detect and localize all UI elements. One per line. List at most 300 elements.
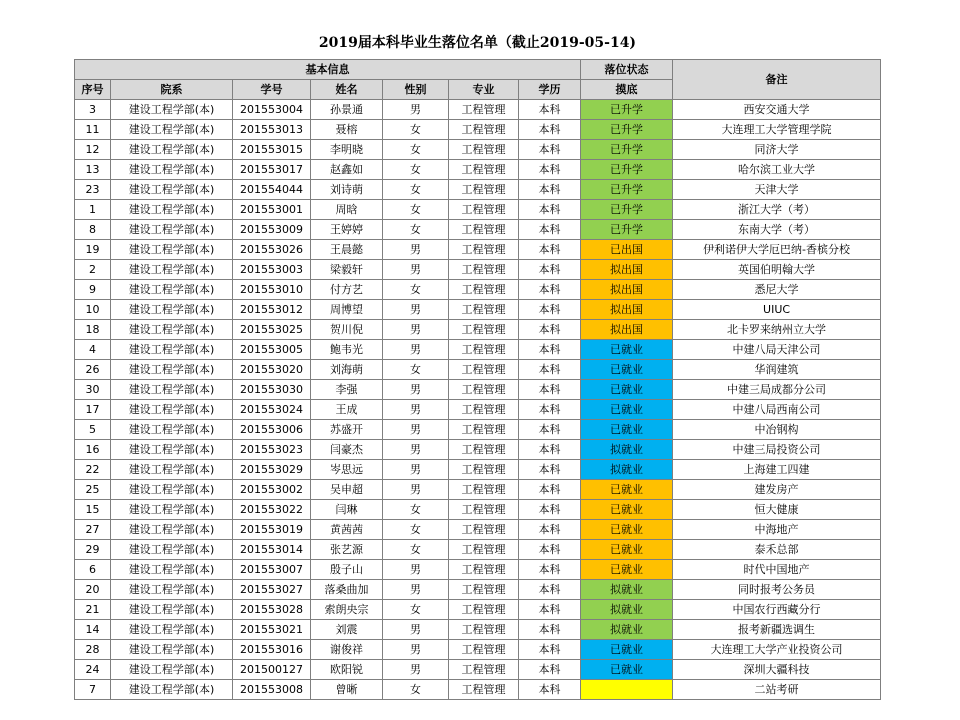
- cell-gender: 男: [383, 340, 449, 360]
- cell-degree: 本科: [519, 340, 581, 360]
- cell-name: 刘震: [311, 620, 383, 640]
- cell-dept: 建设工程学部(本): [111, 360, 233, 380]
- cell-name: 李强: [311, 380, 383, 400]
- cell-dept: 建设工程学部(本): [111, 440, 233, 460]
- cell-dept: 建设工程学部(本): [111, 400, 233, 420]
- header-degree: 学历: [519, 80, 581, 100]
- cell-remark: 上海建工四建: [673, 460, 881, 480]
- cell-gender: 男: [383, 440, 449, 460]
- cell-major: 工程管理: [449, 380, 519, 400]
- cell-student-id: 201553025: [233, 320, 311, 340]
- cell-student-id: 201553014: [233, 540, 311, 560]
- cell-status: 已升学: [581, 160, 673, 180]
- cell-seq: 20: [75, 580, 111, 600]
- cell-name: 李明晓: [311, 140, 383, 160]
- cell-major: 工程管理: [449, 360, 519, 380]
- cell-degree: 本科: [519, 120, 581, 140]
- table-row: [75, 180, 881, 200]
- table-row: [75, 140, 881, 160]
- cell-major: 工程管理: [449, 400, 519, 420]
- table-row: [75, 620, 881, 640]
- cell-gender: 男: [383, 380, 449, 400]
- header-dept: 院系: [111, 80, 233, 100]
- cell-student-id: 201553002: [233, 480, 311, 500]
- cell-remark: 英国伯明翰大学: [673, 260, 881, 280]
- cell-gender: 男: [383, 560, 449, 580]
- cell-major: 工程管理: [449, 340, 519, 360]
- cell-remark: 伊利诺伊大学厄巴纳-香槟分校: [673, 240, 881, 260]
- cell-name: 梁毅轩: [311, 260, 383, 280]
- cell-name: 欧阳锐: [311, 660, 383, 680]
- cell-degree: 本科: [519, 140, 581, 160]
- cell-remark: 中建三局成都分公司: [673, 380, 881, 400]
- table-row: [75, 400, 881, 420]
- cell-major: 工程管理: [449, 680, 519, 700]
- table-row: [75, 440, 881, 460]
- cell-status: 拟出国: [581, 320, 673, 340]
- cell-name: 岑思远: [311, 460, 383, 480]
- cell-student-id: 201553030: [233, 380, 311, 400]
- cell-degree: 本科: [519, 420, 581, 440]
- cell-degree: 本科: [519, 560, 581, 580]
- cell-remark: 中建三局投资公司: [673, 440, 881, 460]
- cell-degree: 本科: [519, 680, 581, 700]
- cell-gender: 女: [383, 540, 449, 560]
- cell-seq: 17: [75, 400, 111, 420]
- cell-status: 已就业: [581, 520, 673, 540]
- table-row: [75, 380, 881, 400]
- cell-student-id: 201553013: [233, 120, 311, 140]
- cell-major: 工程管理: [449, 500, 519, 520]
- cell-student-id: 201553001: [233, 200, 311, 220]
- header-basic-info: 基本信息: [75, 60, 581, 80]
- cell-seq: 4: [75, 340, 111, 360]
- cell-major: 工程管理: [449, 540, 519, 560]
- cell-dept: 建设工程学部(本): [111, 460, 233, 480]
- cell-dept: 建设工程学部(本): [111, 420, 233, 440]
- cell-remark: 时代中国地产: [673, 560, 881, 580]
- cell-major: 工程管理: [449, 600, 519, 620]
- cell-degree: 本科: [519, 300, 581, 320]
- cell-degree: 本科: [519, 260, 581, 280]
- cell-status: 已出国: [581, 240, 673, 260]
- cell-remark: 中海地产: [673, 520, 881, 540]
- cell-major: 工程管理: [449, 460, 519, 480]
- cell-major: 工程管理: [449, 240, 519, 260]
- cell-remark: 大连理工大学管理学院: [673, 120, 881, 140]
- cell-degree: 本科: [519, 480, 581, 500]
- cell-dept: 建设工程学部(本): [111, 140, 233, 160]
- header-status: 落位状态: [581, 60, 673, 80]
- cell-seq: 21: [75, 600, 111, 620]
- cell-dept: 建设工程学部(本): [111, 300, 233, 320]
- cell-gender: 男: [383, 620, 449, 640]
- cell-status: 拟出国: [581, 300, 673, 320]
- cell-student-id: 201553023: [233, 440, 311, 460]
- cell-gender: 男: [383, 480, 449, 500]
- table-row: [75, 340, 881, 360]
- cell-gender: 女: [383, 280, 449, 300]
- cell-student-id: 201553028: [233, 600, 311, 620]
- cell-name: 王婷婷: [311, 220, 383, 240]
- cell-student-id: 201553007: [233, 560, 311, 580]
- cell-remark: 中国农行西藏分行: [673, 600, 881, 620]
- cell-student-id: 201553005: [233, 340, 311, 360]
- cell-student-id: 201553015: [233, 140, 311, 160]
- cell-status: 拟就业: [581, 600, 673, 620]
- table-row: [75, 220, 881, 240]
- cell-seq: 5: [75, 420, 111, 440]
- cell-degree: 本科: [519, 520, 581, 540]
- table-row: [75, 580, 881, 600]
- cell-gender: 女: [383, 200, 449, 220]
- cell-name: 张艺源: [311, 540, 383, 560]
- header-major: 专业: [449, 80, 519, 100]
- cell-degree: 本科: [519, 280, 581, 300]
- cell-remark: 华润建筑: [673, 360, 881, 380]
- cell-gender: 女: [383, 500, 449, 520]
- cell-remark: 建发房产: [673, 480, 881, 500]
- table-row: [75, 500, 881, 520]
- table-row: [75, 420, 881, 440]
- cell-gender: 女: [383, 520, 449, 540]
- cell-student-id: 201553010: [233, 280, 311, 300]
- table-row: [75, 260, 881, 280]
- cell-seq: 22: [75, 460, 111, 480]
- cell-status: 已升学: [581, 140, 673, 160]
- table-row: [75, 240, 881, 260]
- graduate-table: [74, 59, 881, 700]
- cell-name: 孙景通: [311, 100, 383, 120]
- cell-degree: 本科: [519, 500, 581, 520]
- header-name: 姓名: [311, 80, 383, 100]
- cell-degree: 本科: [519, 660, 581, 680]
- cell-major: 工程管理: [449, 300, 519, 320]
- cell-gender: 男: [383, 580, 449, 600]
- cell-major: 工程管理: [449, 420, 519, 440]
- cell-degree: 本科: [519, 380, 581, 400]
- cell-status: 已升学: [581, 180, 673, 200]
- cell-gender: 男: [383, 660, 449, 680]
- cell-seq: 16: [75, 440, 111, 460]
- cell-remark: 泰禾总部: [673, 540, 881, 560]
- cell-name: 谢俊祥: [311, 640, 383, 660]
- cell-dept: 建设工程学部(本): [111, 600, 233, 620]
- cell-seq: 25: [75, 480, 111, 500]
- cell-remark: 中建八局西南公司: [673, 400, 881, 420]
- cell-major: 工程管理: [449, 140, 519, 160]
- cell-gender: 男: [383, 260, 449, 280]
- cell-major: 工程管理: [449, 280, 519, 300]
- cell-status: 已就业: [581, 360, 673, 380]
- cell-name: 贺川倪: [311, 320, 383, 340]
- table-row: [75, 200, 881, 220]
- cell-name: 吴申超: [311, 480, 383, 500]
- cell-name: 苏盛开: [311, 420, 383, 440]
- cell-name: 付方艺: [311, 280, 383, 300]
- cell-dept: 建设工程学部(本): [111, 280, 233, 300]
- cell-gender: 女: [383, 180, 449, 200]
- cell-status: 已升学: [581, 220, 673, 240]
- cell-remark: 北卡罗来纳州立大学: [673, 320, 881, 340]
- cell-remark: 东南大学（考）: [673, 220, 881, 240]
- cell-dept: 建设工程学部(本): [111, 660, 233, 680]
- cell-status: 已就业: [581, 500, 673, 520]
- cell-seq: 27: [75, 520, 111, 540]
- cell-seq: 28: [75, 640, 111, 660]
- cell-degree: 本科: [519, 620, 581, 640]
- cell-student-id: 201553008: [233, 680, 311, 700]
- cell-name: 赵鑫如: [311, 160, 383, 180]
- header-student-id: 学号: [233, 80, 311, 100]
- cell-status: 拟就业: [581, 580, 673, 600]
- cell-name: 王成: [311, 400, 383, 420]
- table-row: [75, 480, 881, 500]
- table-row: [75, 160, 881, 180]
- cell-dept: 建设工程学部(本): [111, 100, 233, 120]
- cell-seq: 7: [75, 680, 111, 700]
- table-row: [75, 540, 881, 560]
- table-row: [75, 640, 881, 660]
- cell-status: 已就业: [581, 340, 673, 360]
- cell-remark: 同时报考公务员: [673, 580, 881, 600]
- cell-status: 已就业: [581, 480, 673, 500]
- cell-degree: 本科: [519, 600, 581, 620]
- cell-dept: 建设工程学部(本): [111, 560, 233, 580]
- cell-major: 工程管理: [449, 100, 519, 120]
- cell-name: 刘海萌: [311, 360, 383, 380]
- cell-name: 殷子山: [311, 560, 383, 580]
- header-status-sub: 摸底: [581, 80, 673, 100]
- table-row: [75, 120, 881, 140]
- cell-status: 已升学: [581, 120, 673, 140]
- cell-dept: 建设工程学部(本): [111, 120, 233, 140]
- cell-gender: 男: [383, 460, 449, 480]
- cell-remark: 恒大健康: [673, 500, 881, 520]
- cell-remark: UIUC: [673, 300, 881, 320]
- cell-student-id: 201553016: [233, 640, 311, 660]
- cell-degree: 本科: [519, 100, 581, 120]
- cell-seq: 14: [75, 620, 111, 640]
- cell-student-id: 201553027: [233, 580, 311, 600]
- page-title: 2019届本科毕业生落位名单（截止2019-05-14): [318, 35, 637, 51]
- cell-major: 工程管理: [449, 520, 519, 540]
- table-row: [75, 280, 881, 300]
- table-row: [75, 680, 881, 700]
- cell-status: [581, 680, 673, 700]
- cell-name: 周晗: [311, 200, 383, 220]
- cell-gender: 男: [383, 640, 449, 660]
- cell-gender: 女: [383, 220, 449, 240]
- cell-gender: 男: [383, 240, 449, 260]
- cell-dept: 建设工程学部(本): [111, 220, 233, 240]
- cell-degree: 本科: [519, 640, 581, 660]
- cell-status: 已就业: [581, 660, 673, 680]
- cell-gender: 男: [383, 320, 449, 340]
- cell-dept: 建设工程学部(本): [111, 640, 233, 660]
- cell-dept: 建设工程学部(本): [111, 580, 233, 600]
- cell-student-id: 201553009: [233, 220, 311, 240]
- cell-major: 工程管理: [449, 480, 519, 500]
- cell-major: 工程管理: [449, 440, 519, 460]
- cell-gender: 女: [383, 140, 449, 160]
- cell-status: 拟出国: [581, 260, 673, 280]
- cell-major: 工程管理: [449, 260, 519, 280]
- cell-dept: 建设工程学部(本): [111, 160, 233, 180]
- cell-seq: 8: [75, 220, 111, 240]
- cell-seq: 18: [75, 320, 111, 340]
- cell-seq: 3: [75, 100, 111, 120]
- cell-dept: 建设工程学部(本): [111, 380, 233, 400]
- cell-gender: 女: [383, 120, 449, 140]
- cell-remark: 报考新疆选调生: [673, 620, 881, 640]
- cell-seq: 29: [75, 540, 111, 560]
- cell-gender: 男: [383, 100, 449, 120]
- cell-status: 拟就业: [581, 620, 673, 640]
- cell-dept: 建设工程学部(本): [111, 240, 233, 260]
- cell-student-id: 201553022: [233, 500, 311, 520]
- cell-name: 聂榕: [311, 120, 383, 140]
- cell-remark: 悉尼大学: [673, 280, 881, 300]
- cell-student-id: 201554044: [233, 180, 311, 200]
- cell-student-id: 201553020: [233, 360, 311, 380]
- cell-dept: 建设工程学部(本): [111, 520, 233, 540]
- cell-degree: 本科: [519, 360, 581, 380]
- table-row: [75, 660, 881, 680]
- cell-gender: 男: [383, 400, 449, 420]
- table-body: [75, 100, 881, 700]
- table-header: [75, 60, 881, 100]
- cell-degree: 本科: [519, 460, 581, 480]
- cell-remark: 同济大学: [673, 140, 881, 160]
- cell-dept: 建设工程学部(本): [111, 260, 233, 280]
- cell-major: 工程管理: [449, 660, 519, 680]
- cell-major: 工程管理: [449, 160, 519, 180]
- cell-remark: 浙江大学（考）: [673, 200, 881, 220]
- cell-dept: 建设工程学部(本): [111, 480, 233, 500]
- cell-student-id: 201553017: [233, 160, 311, 180]
- cell-dept: 建设工程学部(本): [111, 340, 233, 360]
- cell-seq: 12: [75, 140, 111, 160]
- cell-name: 曾晰: [311, 680, 383, 700]
- cell-status: 拟就业: [581, 460, 673, 480]
- cell-degree: 本科: [519, 200, 581, 220]
- cell-degree: 本科: [519, 440, 581, 460]
- table-row: [75, 300, 881, 320]
- cell-status: 已就业: [581, 420, 673, 440]
- cell-status: 拟出国: [581, 280, 673, 300]
- cell-seq: 11: [75, 120, 111, 140]
- cell-major: 工程管理: [449, 620, 519, 640]
- cell-name: 黄茜茜: [311, 520, 383, 540]
- cell-remark: 哈尔滨工业大学: [673, 160, 881, 180]
- cell-degree: 本科: [519, 320, 581, 340]
- cell-degree: 本科: [519, 160, 581, 180]
- cell-status: 已就业: [581, 380, 673, 400]
- cell-status: 已升学: [581, 200, 673, 220]
- cell-student-id: 201553019: [233, 520, 311, 540]
- header-gender: 性别: [383, 80, 449, 100]
- cell-student-id: 201553004: [233, 100, 311, 120]
- table-row: [75, 360, 881, 380]
- cell-name: 闫豪杰: [311, 440, 383, 460]
- cell-student-id: 201553024: [233, 400, 311, 420]
- cell-seq: 2: [75, 260, 111, 280]
- cell-status: 已就业: [581, 560, 673, 580]
- cell-remark: 中冶钢构: [673, 420, 881, 440]
- cell-dept: 建设工程学部(本): [111, 680, 233, 700]
- table-row: [75, 600, 881, 620]
- table-row: [75, 520, 881, 540]
- cell-student-id: 201500127: [233, 660, 311, 680]
- cell-seq: 1: [75, 200, 111, 220]
- table-row: [75, 560, 881, 580]
- cell-major: 工程管理: [449, 200, 519, 220]
- cell-dept: 建设工程学部(本): [111, 620, 233, 640]
- cell-student-id: 201553003: [233, 260, 311, 280]
- cell-status: 已升学: [581, 100, 673, 120]
- cell-status: 已就业: [581, 540, 673, 560]
- cell-name: 鲍韦光: [311, 340, 383, 360]
- cell-major: 工程管理: [449, 220, 519, 240]
- cell-seq: 19: [75, 240, 111, 260]
- cell-dept: 建设工程学部(本): [111, 200, 233, 220]
- cell-seq: 6: [75, 560, 111, 580]
- cell-seq: 13: [75, 160, 111, 180]
- cell-remark: 二站考研: [673, 680, 881, 700]
- cell-gender: 女: [383, 600, 449, 620]
- header-remarks: 备注: [673, 60, 881, 100]
- table-row: [75, 320, 881, 340]
- cell-seq: 15: [75, 500, 111, 520]
- cell-major: 工程管理: [449, 560, 519, 580]
- cell-seq: 9: [75, 280, 111, 300]
- cell-seq: 10: [75, 300, 111, 320]
- cell-major: 工程管理: [449, 640, 519, 660]
- cell-degree: 本科: [519, 220, 581, 240]
- cell-student-id: 201553026: [233, 240, 311, 260]
- cell-dept: 建设工程学部(本): [111, 320, 233, 340]
- cell-seq: 30: [75, 380, 111, 400]
- cell-seq: 24: [75, 660, 111, 680]
- cell-status: 拟就业: [581, 440, 673, 460]
- cell-dept: 建设工程学部(本): [111, 500, 233, 520]
- cell-degree: 本科: [519, 540, 581, 560]
- cell-name: 周博望: [311, 300, 383, 320]
- cell-seq: 26: [75, 360, 111, 380]
- cell-name: 索朗央宗: [311, 600, 383, 620]
- cell-dept: 建设工程学部(本): [111, 180, 233, 200]
- cell-major: 工程管理: [449, 120, 519, 140]
- cell-name: 落桑曲加: [311, 580, 383, 600]
- cell-major: 工程管理: [449, 180, 519, 200]
- cell-gender: 女: [383, 360, 449, 380]
- cell-name: 王晨懿: [311, 240, 383, 260]
- cell-seq: 23: [75, 180, 111, 200]
- cell-remark: 西安交通大学: [673, 100, 881, 120]
- cell-remark: 中建八局天津公司: [673, 340, 881, 360]
- cell-gender: 女: [383, 680, 449, 700]
- cell-gender: 男: [383, 300, 449, 320]
- cell-name: 刘诗萌: [311, 180, 383, 200]
- table-row: [75, 100, 881, 120]
- cell-dept: 建设工程学部(本): [111, 540, 233, 560]
- cell-student-id: 201553006: [233, 420, 311, 440]
- cell-name: 闫琳: [311, 500, 383, 520]
- cell-degree: 本科: [519, 240, 581, 260]
- cell-degree: 本科: [519, 400, 581, 420]
- cell-remark: 深圳大疆科技: [673, 660, 881, 680]
